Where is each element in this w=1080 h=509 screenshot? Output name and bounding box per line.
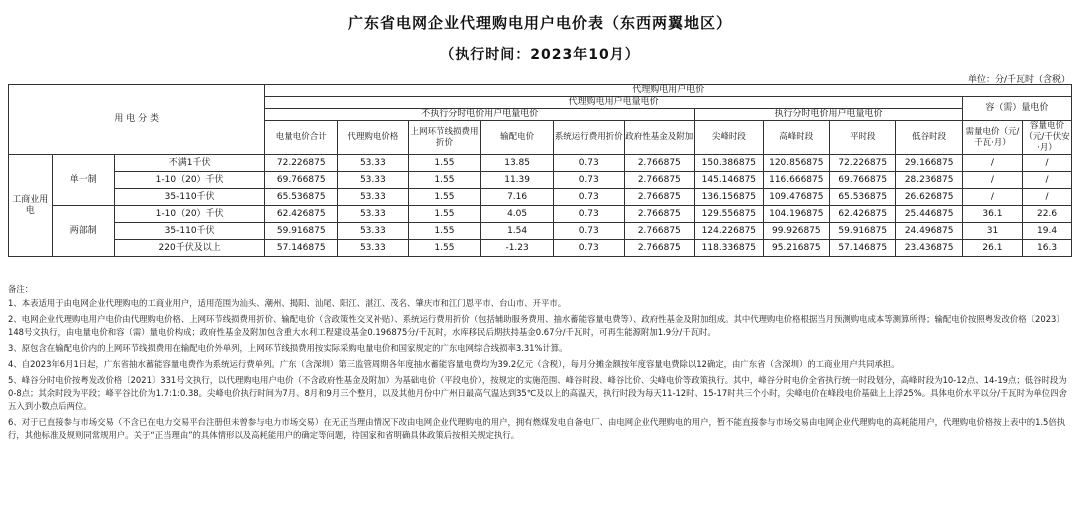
note-item: 5、峰谷分时电价按粤发改价格〔2021〕331号文执行，以代理购电用户电价（不含政府性基金及附加）为基础电价（平段电价），按规定的实施范围、峰谷时段、峰谷比价、尖峰电价等政策执行。其中，峰谷分时电价全省执行统一时段划分，高峰时段为10-12点、14-19点；低谷时段为0-8点；其余时段为平段；峰平谷比价为1.7:1:0.38。尖峰电价执行时间为7月、8月和9月三个整月，以及其他月份中广州日最高气温达到35℃及以上的高温天，执行时段为每天11-12时、15-17时共三个小时，尖峰电价在峰段电价基础上上浮25%。具体电价水平以分/千瓦时为单位四舍五入到小数点后两位。 (8, 375, 1067, 411)
header-capacity: 容（需）量电价 (962, 97, 1071, 121)
header-non-tou: 不执行分时电价用户电量电价 (265, 109, 695, 121)
col-valley: 低谷时段 (896, 121, 962, 155)
table-row: 工商业用电 单一制 不满1千伏 72.226875 53.33 1.55 13.85 0.73 2.766875 150.386875 120.856875 72.226875 29.166875 / / (9, 155, 1072, 172)
voltage-level: 不满1千伏 (114, 155, 265, 172)
unit-label: 单位：分/千瓦时（含税） (967, 75, 1070, 85)
col-system-op: 系统运行费用折价 (553, 121, 624, 155)
note-item: 4、自2023年6月1日起，广东省抽水蓄能容量电费作为系统运行费单列。广东（含深圳）第三监管周期各年度抽水蓄能容量电费均为39.2亿元（含税），每月分摊金额按年度容量电费除以12确定，由广东省（含深圳）的工商业用户共同承担。 (8, 359, 900, 369)
group-single: 单一制 (52, 155, 114, 206)
voltage-level: 35-110千伏 (114, 223, 265, 240)
page-subtitle: （执行时间：2023年10月） (440, 47, 640, 63)
col-line-loss: 上网环节线损费用折价 (408, 121, 481, 155)
group-two-part: 两部制 (52, 206, 114, 257)
col-flat: 平时段 (830, 121, 896, 155)
col-capacity-price: 容量电价（元/千伏安·月） (1024, 121, 1070, 153)
voltage-level: 220千伏及以上 (114, 240, 265, 257)
note-item: 6、对于已直接参与市场交易（不含已在电力交易平台注册但未曾参与电力市场交易）在无正当理由情况下改由电网企业代理购电的用户，拥有燃煤发电自备电厂、由电网企业代理购电的用户，暂不能直接参与市场交易由电网企业代理购电的高耗能用户，代理购电价格按上表中的1.5倍执行，其他标准及规则同常规用户。关于“正当理由”的具体情形以及高耗能用户的确定等问题，待国家和省明确具体政策后按相关规定执行。 (8, 417, 1066, 440)
col-transmission: 输配电价 (481, 121, 554, 155)
header-agent-energy-price: 代理购电用户电量电价 (265, 97, 962, 109)
voltage-level: 1-10（20）千伏 (114, 206, 265, 223)
table-row: 35-110千伏 65.536875 53.33 1.55 7.16 0.73 2.766875 136.156875 109.476875 65.536875 26.626875 / / (9, 189, 1072, 206)
col-agent-purchase: 代理购电价格 (338, 121, 409, 155)
group-industrial: 工商业用电 (9, 155, 53, 257)
note-item: 3、原包含在输配电价内的上网环节线损费用在输配电价外单列，上网环节线损费用按实际采购电量电价和国家规定的广东电网综合线损率3.31%计算。 (8, 343, 568, 353)
col-gov-fund: 政府性基金及附加 (624, 121, 695, 155)
header-agent-price: 代理购电用户电价 (265, 85, 1072, 97)
note-item: 1、本表适用于由电网企业代理购电的工商业用户，适用范围为汕头、潮州、揭阳、汕尾、阳江、湛江、茂名、肇庆市和江门恩平市、台山市、开平市。 (8, 298, 567, 308)
table-row: 35-110千伏 59.916875 53.33 1.55 1.54 0.73 2.766875 124.226875 99.926875 59.916875 24.496875 31 19.4 (9, 223, 1072, 240)
col-demand: 需量电价（元/千瓦·月） (962, 121, 1022, 155)
note-item: 2、电网企业代理购电用户电价由代理购电价格、上网环节线损费用折价、输配电价（含政策性交叉补贴）、系统运行费用折价（包括辅助服务费用、抽水蓄能容量电费等）、政府性基金及附加组成。其中代理购电价格根据当月预测购电成本等测算所得；输配电价按照粤发改价格〔2023〕148号文执行，由电量电价和容（需）量电价构成；政府性基金及附加包含重大水利工程建设基金0.196875分/千瓦时，水库移民后期扶持基金0.67分/千瓦时，可再生能源附加1.9分/千瓦时。 (8, 314, 1065, 337)
price-table (8, 84, 1072, 257)
col-peak: 高峰时段 (763, 121, 829, 155)
col-total: 电量电价合计 (265, 121, 338, 155)
notes-heading: 备注： (8, 284, 34, 294)
table-row: 两部制 1-10（20）千伏 62.426875 53.33 1.55 4.05 0.73 2.766875 129.556875 104.196875 62.426875 25.446875 36.1 22.6 (9, 206, 1072, 223)
table-row: 220千伏及以上 57.146875 53.33 1.55 -1.23 0.73 2.766875 118.336875 95.216875 57.146875 23.436875 26.1 16.3 (9, 240, 1072, 257)
table-row: 1-10（20）千伏 69.766875 53.33 1.55 11.39 0.73 2.766875 145.146875 116.666875 69.766875 28.236875 / / (9, 172, 1072, 189)
voltage-level: 1-10（20）千伏 (114, 172, 265, 189)
notes-section (8, 283, 1074, 445)
header-usage-category: 用 电 分 类 (9, 85, 265, 155)
col-peak-sharp: 尖峰时段 (695, 121, 764, 155)
page-title: 广东省电网企业代理购电用户电价表（东西两翼地区） (347, 14, 732, 32)
header-tou: 执行分时电价用户电量电价 (695, 109, 963, 121)
voltage-level: 35-110千伏 (114, 189, 265, 206)
